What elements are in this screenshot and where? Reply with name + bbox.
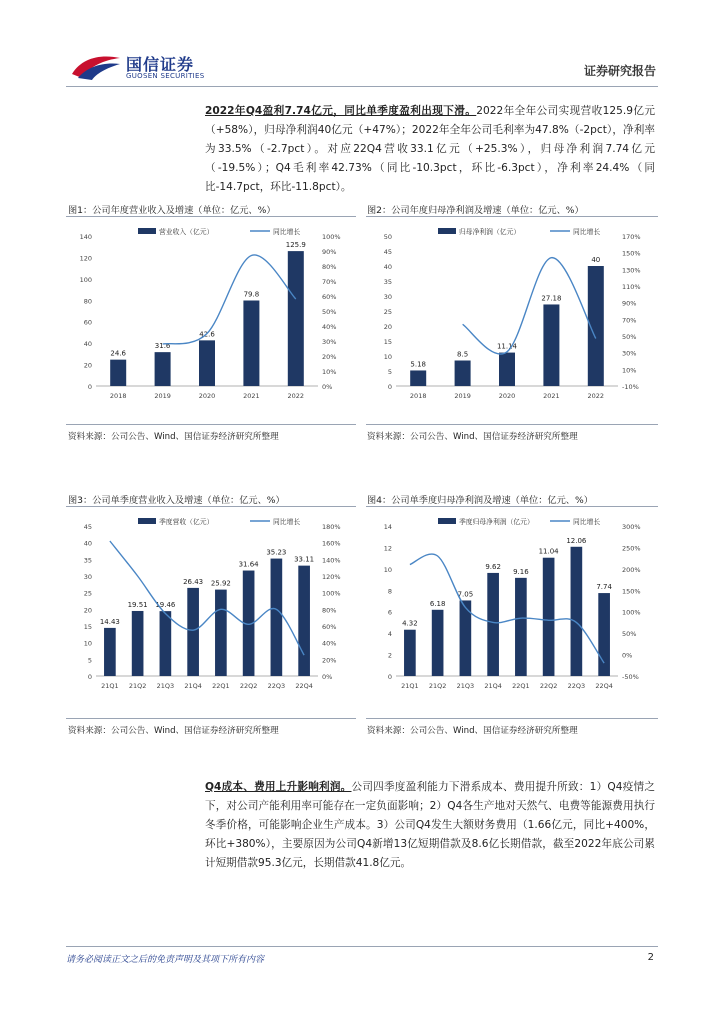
bar (160, 611, 172, 676)
fig3-source: 资料来源：公司公告、Wind、国信证券经济研究所整理 (68, 726, 279, 736)
legend-line-label: 同比增长 (273, 518, 301, 526)
left-tick-label: 5 (87, 656, 92, 665)
fig2-title-rule (366, 216, 658, 217)
left-tick-label: 20 (83, 361, 92, 370)
category-label: 2018 (409, 392, 427, 400)
company-name-cn: 国信证券 (126, 55, 195, 74)
bar-value-label: 26.43 (183, 577, 204, 586)
left-tick-label: 0 (387, 673, 392, 681)
left-tick-label: 5 (387, 368, 392, 376)
paragraph-body: 公司四季度盈利能力下滑系成本、费用提升所致：1）Q4疫情之下，对公司产能利用率可能存在一定负面影响；2）Q4各生产地对天然气、电费等能源费用执行冬季价格，可能影响企业生产成本。3）公司Q4发生大额财务费用（1.66亿元，同比+400%，环比+380%），主要原因为公司Q4新增13亿短期借款及8.6亿长期借款，截至2022年底公司累计短期借款95.3亿元，长期借款41.8亿元。 (205, 781, 655, 869)
legend-line-label: 同比增长 (573, 518, 601, 526)
category-label: 2019 (154, 392, 171, 400)
left-tick-label: 8 (387, 587, 392, 596)
bar (432, 610, 444, 676)
left-tick-label: 45 (83, 523, 92, 531)
left-tick-label: 60 (83, 318, 92, 327)
right-tick-label: 100% (322, 233, 341, 241)
right-tick-label: 20% (322, 656, 337, 665)
legend-bar-swatch (138, 518, 156, 524)
left-tick-label: 140 (79, 233, 92, 241)
right-tick-label: 200% (622, 565, 641, 574)
bar-value-label: 35.23 (266, 548, 287, 557)
bar (404, 630, 416, 676)
bar-value-label: 12.06 (566, 536, 587, 545)
category-label: 21Q1 (101, 682, 119, 690)
bar-value-label: 27.18 (541, 294, 562, 303)
right-tick-label: 40% (322, 639, 337, 648)
right-tick-label: 170% (622, 233, 641, 241)
category-label: 2018 (109, 392, 127, 400)
bar-value-label: 31.64 (238, 560, 259, 569)
fig4-source: 资料来源：公司公告、Wind、国信证券经济研究所整理 (367, 726, 578, 736)
left-tick-label: 35 (83, 556, 92, 565)
right-tick-label: 60% (322, 623, 337, 631)
bar (499, 353, 515, 386)
guosen-logo-icon (70, 52, 122, 82)
right-tick-label: 30% (322, 338, 337, 346)
category-label: 21Q3 (456, 682, 475, 690)
category-label: 21Q3 (156, 682, 175, 690)
left-tick-label: 25 (83, 589, 92, 598)
left-tick-label: 0 (87, 383, 92, 391)
footer-divider (66, 946, 658, 947)
left-tick-label: 15 (383, 338, 392, 346)
disclaimer-note: 请务必阅读正文之后的免责声明及其项下所有内容 (66, 955, 265, 965)
bar (243, 301, 259, 387)
bar (543, 304, 559, 386)
category-label: 22Q3 (567, 682, 586, 690)
fig3-source-rule (66, 718, 356, 719)
page-number: 2 (647, 952, 654, 963)
bar-value-label: 6.18 (429, 599, 446, 608)
left-tick-label: 45 (383, 248, 392, 256)
category-label: 22Q4 (295, 682, 313, 690)
left-tick-label: 20 (383, 323, 392, 331)
left-tick-label: 20 (83, 606, 92, 615)
legend-bar-swatch (438, 518, 456, 524)
right-tick-label: 250% (622, 544, 641, 553)
bar-value-label: 4.32 (402, 619, 418, 628)
legend-bar-label: 归母净利润（亿元） (459, 228, 521, 236)
category-label: 22Q3 (267, 682, 286, 690)
right-tick-label: 40% (322, 323, 337, 331)
bar (543, 558, 555, 676)
fig4-title-rule (366, 506, 658, 507)
bar-value-label: 25.92 (210, 579, 231, 588)
category-label: 2022 (587, 392, 605, 400)
bar-value-label: 125.9 (285, 241, 306, 250)
fig1-title-rule (66, 216, 356, 217)
paragraph-cost-analysis (205, 778, 655, 873)
category-label: 22Q4 (595, 682, 613, 690)
bar-value-label: 8.5 (457, 350, 469, 359)
category-label: 22Q2 (239, 682, 258, 690)
left-tick-label: 40 (83, 539, 92, 548)
paragraph-annual-summary (205, 102, 655, 197)
category-label: 2021 (243, 392, 260, 400)
legend-line-label: 同比增长 (273, 228, 301, 236)
doc-type-label: 证券研究报告 (583, 64, 656, 78)
left-tick-label: 10 (383, 565, 392, 574)
fig3-chart (66, 514, 358, 706)
category-label: 2019 (454, 392, 471, 400)
left-tick-label: 30 (383, 293, 392, 301)
category-label: 21Q1 (401, 682, 419, 690)
fig2-source-rule (366, 424, 658, 425)
left-tick-label: 10 (83, 639, 92, 648)
fig4-chart (366, 514, 658, 706)
right-tick-label: 140% (322, 556, 341, 565)
right-tick-label: 90% (622, 299, 637, 308)
bar-value-label: 42.6 (199, 330, 215, 339)
left-tick-label: 10 (383, 353, 392, 361)
bar-value-label: 40 (591, 256, 601, 264)
category-label: 21Q4 (184, 682, 202, 690)
bar-value-label: 79.8 (243, 290, 260, 299)
fig4-source-rule (366, 718, 658, 719)
bar-value-label: 9.16 (513, 567, 529, 576)
bar (199, 340, 215, 386)
bar-value-label: 5.18 (410, 360, 426, 369)
bar (455, 361, 471, 387)
bar (515, 578, 527, 676)
right-tick-label: 50% (322, 308, 337, 316)
legend-bar-swatch (438, 228, 456, 234)
right-tick-label: 0% (322, 673, 333, 681)
bar (487, 573, 499, 676)
left-tick-label: 120 (79, 254, 92, 263)
right-tick-label: 180% (322, 523, 341, 531)
right-tick-label: 120% (322, 573, 341, 581)
right-tick-label: 20% (322, 353, 337, 361)
legend-line-label: 同比增长 (573, 228, 601, 236)
category-label: 22Q1 (512, 682, 530, 690)
company-name-en: GUOSEN SECURITIES (126, 72, 205, 80)
bar-value-label: 9.62 (485, 562, 501, 571)
fig3-title-rule (66, 506, 356, 507)
page-header (0, 0, 724, 90)
left-tick-label: 4 (387, 630, 392, 639)
left-tick-label: 30 (83, 573, 92, 581)
fig2-source: 资料来源：公司公告、Wind、国信证券经济研究所整理 (367, 432, 578, 442)
left-tick-label: 100 (79, 275, 92, 284)
bar-value-label: 19.46 (155, 601, 176, 610)
bar (110, 360, 126, 386)
bar-value-label: 7.74 (596, 583, 612, 592)
right-tick-label: 100% (622, 608, 641, 617)
right-tick-label: 150% (622, 249, 641, 258)
bar-value-label: 31.6 (154, 342, 171, 351)
right-tick-label: 300% (622, 523, 641, 531)
bar (271, 559, 283, 676)
legend-bar-label: 季度营收（亿元） (159, 518, 214, 526)
paragraph-highlight: 2022年Q4盈利7.74亿元，同比单季度盈利出现下滑。 (205, 105, 477, 117)
right-tick-label: 60% (322, 293, 337, 301)
left-tick-label: 2 (387, 651, 392, 660)
bar (187, 588, 199, 676)
right-tick-label: 80% (322, 606, 337, 615)
bar (155, 352, 171, 386)
legend-bar-label: 季度归母净利润（亿元） (459, 518, 534, 526)
category-label: 22Q1 (212, 682, 230, 690)
right-tick-label: 80% (322, 263, 337, 271)
fig1-source-rule (66, 424, 356, 425)
right-tick-label: 30% (622, 349, 637, 358)
category-label: 21Q2 (428, 682, 447, 690)
right-tick-label: 150% (622, 587, 641, 596)
right-tick-label: -50% (622, 673, 639, 681)
right-tick-label: -10% (622, 383, 639, 391)
bar (410, 370, 426, 386)
left-tick-label: 15 (83, 623, 92, 631)
right-tick-label: 10% (622, 366, 637, 375)
left-tick-label: 14 (383, 523, 392, 531)
right-tick-label: 50% (622, 630, 637, 639)
category-label: 2020 (498, 392, 516, 400)
paragraph-highlight: Q4成本、费用上升影响利润。 (205, 781, 352, 793)
fig1-source: 资料来源：公司公告、Wind、国信证券经济研究所整理 (68, 432, 279, 442)
paragraph-body: 2022年全年公司实现营收125.9亿元（+58%），归母净利润40亿元（+47%）；2022年全年公司毛利率为47.8%（-2pct），净利率为33.5%（-2.7pct）。对应22Q4营收33.1亿元（+25.3%），归母净利润7.74亿元（-19.5%）；Q4毛利率42.73%（同比-10.3pct，环比-6.3pct），净利率24.4%（同比-14.7pct，环比-11.8pct）。 (205, 105, 656, 193)
bar (215, 590, 227, 676)
fig2-chart (366, 224, 658, 416)
right-tick-label: 160% (322, 539, 341, 548)
right-tick-label: 100% (322, 589, 341, 598)
category-label: 2022 (287, 392, 305, 400)
right-tick-label: 0% (622, 651, 633, 660)
left-tick-label: 0 (387, 383, 392, 391)
bar-value-label: 24.6 (110, 349, 126, 358)
fig2-title: 图2：公司年度归母净利润及增速（单位：亿元、%） (367, 205, 584, 216)
fig1-title: 图1：公司年度营业收入及增速（单位：亿元、%） (68, 205, 276, 216)
fig1-chart (66, 224, 358, 416)
bar-value-label: 14.43 (99, 617, 120, 626)
growth-line (463, 258, 596, 354)
left-tick-label: 25 (383, 308, 392, 316)
left-tick-label: 40 (83, 340, 92, 349)
bar (288, 251, 304, 386)
bar (598, 593, 610, 676)
bar-value-label: 11.04 (538, 547, 559, 556)
fig4-title: 图4：公司单季度归母净利润及增速（单位：亿元、%） (367, 495, 593, 506)
left-tick-label: 35 (383, 278, 392, 286)
right-tick-label: 130% (622, 266, 641, 275)
right-tick-label: 50% (622, 333, 637, 341)
bar (298, 566, 310, 676)
bar (132, 611, 144, 676)
bar (571, 547, 583, 676)
left-tick-label: 40 (383, 263, 392, 271)
category-label: 22Q2 (539, 682, 558, 690)
left-tick-label: 80 (83, 297, 92, 306)
right-tick-label: 70% (622, 316, 637, 325)
right-tick-label: 110% (622, 283, 641, 291)
bar-value-label: 11.14 (496, 342, 518, 351)
bar-value-label: 33.11 (294, 555, 315, 564)
right-tick-label: 0% (322, 383, 333, 391)
fig3-title: 图3：公司单季度营业收入及增速（单位：亿元、%） (68, 495, 285, 506)
right-tick-label: 90% (322, 248, 337, 256)
right-tick-label: 10% (322, 368, 337, 376)
category-label: 2020 (198, 392, 216, 400)
category-label: 21Q4 (484, 682, 502, 690)
left-tick-label: 12 (383, 544, 392, 553)
legend-bar-label: 营业收入（亿元） (159, 228, 214, 236)
left-tick-label: 0 (87, 673, 92, 681)
bar-value-label: 7.05 (457, 590, 474, 599)
growth-line (163, 255, 296, 344)
header-divider (66, 86, 658, 87)
right-tick-label: 70% (322, 278, 337, 286)
category-label: 21Q2 (128, 682, 147, 690)
bar-value-label: 19.51 (127, 600, 148, 609)
legend-bar-swatch (138, 228, 156, 234)
left-tick-label: 50 (383, 233, 392, 241)
category-label: 2021 (543, 392, 560, 400)
bar (104, 628, 116, 676)
left-tick-label: 6 (387, 608, 392, 617)
